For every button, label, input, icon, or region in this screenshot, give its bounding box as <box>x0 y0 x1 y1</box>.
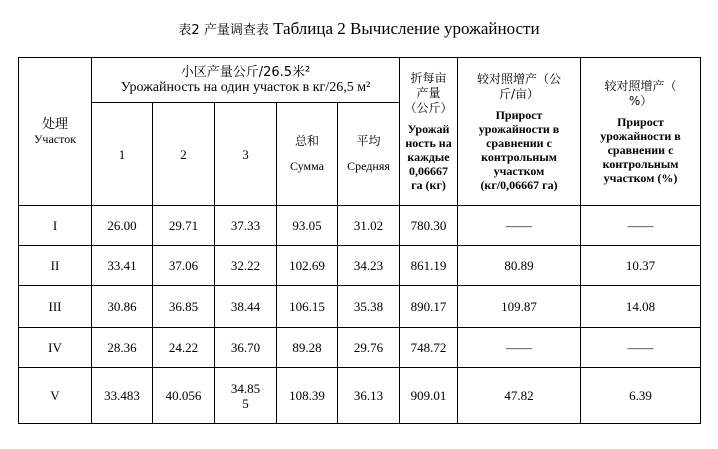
cell-rep-3: 38.44 <box>215 286 277 328</box>
header-increase-kg <box>458 58 581 206</box>
cell-per-mu: 890.17 <box>400 286 458 328</box>
header-increase-kg-ru-2: урожайности в <box>478 121 560 136</box>
header-increase-kg-ru-5: участком <box>493 163 545 178</box>
cell-sum: 89.28 <box>277 328 338 368</box>
header-treatment-cn: 处理 <box>41 116 68 132</box>
cell-rep-1: 28.36 <box>92 328 153 368</box>
cell-per-mu: 780.30 <box>400 206 458 246</box>
cell-rep-2: 24.22 <box>153 328 215 368</box>
table-row <box>19 368 701 424</box>
table-title-ru: Таблица 2 Вычисление урожайности <box>273 19 540 38</box>
header-rep-3: 3 <box>215 103 277 206</box>
table-row <box>19 206 701 246</box>
header-sum <box>277 103 338 206</box>
header-increase-pct-ru-4: контрольным <box>602 156 679 171</box>
table-title-cn: 表2 产量调查表 <box>178 23 269 38</box>
cell-per-mu: 748.72 <box>400 328 458 368</box>
header-increase-pct-ru-1: Прирост <box>617 114 664 129</box>
cell-rep-1: 30.86 <box>92 286 153 328</box>
cell-rep-3: 36.70 <box>215 328 277 368</box>
cell-rep-1: 33.41 <box>92 246 153 286</box>
cell-increase-kg: —— <box>458 206 581 246</box>
header-per-mu-ru-2: ность на <box>405 136 452 150</box>
row-label: IV <box>19 328 92 368</box>
row-label: II <box>19 246 92 286</box>
header-treatment <box>19 58 92 206</box>
yield-table <box>18 57 701 424</box>
header-plot-yield-cn: 小区产量公斤/26.5米² <box>180 65 311 80</box>
cell-sum: 102.69 <box>277 246 338 286</box>
cell-rep-2: 29.71 <box>153 206 215 246</box>
header-increase-pct-ru-2: урожайности в <box>600 128 681 143</box>
cell-increase-kg: 47.82 <box>458 368 581 424</box>
table-row <box>19 246 701 286</box>
header-increase-kg-cn-1: 较对照增产（公 <box>477 71 562 86</box>
header-increase-kg-cn-2: 斤/亩） <box>498 86 540 101</box>
cell-rep-3: 32.22 <box>215 246 277 286</box>
cell-rep-3-line-1: 34.85 <box>230 380 261 396</box>
table-row <box>19 328 701 368</box>
cell-sum: 108.39 <box>277 368 338 424</box>
cell-rep-3-line-2: 5 <box>242 395 249 411</box>
header-per-mu-ru-3: каждые <box>407 150 450 164</box>
cell-avg: 35.38 <box>338 286 400 328</box>
header-avg <box>338 103 400 206</box>
cell-sum: 93.05 <box>277 206 338 246</box>
cell-increase-pct: 6.39 <box>581 368 701 424</box>
cell-rep-2: 40.056 <box>153 368 215 424</box>
header-increase-kg-ru-6: (кг/0,06667 га) <box>480 177 558 192</box>
cell-avg: 34.23 <box>338 246 400 286</box>
cell-rep-3 <box>215 368 277 424</box>
cell-avg: 31.02 <box>338 206 400 246</box>
cell-rep-2: 37.06 <box>153 246 215 286</box>
table-row <box>19 286 701 328</box>
cell-increase-pct: —— <box>581 206 701 246</box>
header-plot-yield <box>92 58 400 103</box>
cell-per-mu: 909.01 <box>400 368 458 424</box>
header-sum-cn: 总和 <box>294 134 319 148</box>
header-treatment-ru: Участок <box>33 131 77 146</box>
row-label: V <box>19 368 92 424</box>
header-per-mu-cn-3: （公斤） <box>404 101 453 115</box>
header-increase-pct <box>581 58 701 206</box>
header-per-mu-ru-4: 0,06667 <box>409 164 449 178</box>
cell-increase-kg: 80.89 <box>458 246 581 286</box>
header-increase-kg-ru-4: контрольным <box>481 149 557 164</box>
header-rep-2: 2 <box>153 103 215 206</box>
header-increase-kg-ru-3: сравнении с <box>486 135 552 150</box>
header-increase-pct-ru-5: участком (%) <box>603 170 678 185</box>
cell-sum: 106.15 <box>277 286 338 328</box>
header-per-mu-cn-1: 折每亩 <box>410 71 447 85</box>
header-per-mu <box>400 58 458 206</box>
row-label: III <box>19 286 92 328</box>
header-increase-pct-cn-2: %） <box>628 93 653 108</box>
header-per-mu-ru-5: га (кг) <box>411 178 446 192</box>
cell-rep-2: 36.85 <box>153 286 215 328</box>
cell-per-mu: 861.19 <box>400 246 458 286</box>
cell-increase-kg: 109.87 <box>458 286 581 328</box>
cell-avg: 36.13 <box>338 368 400 424</box>
cell-increase-pct: 14.08 <box>581 286 701 328</box>
cell-rep-1: 33.483 <box>92 368 153 424</box>
header-increase-pct-ru-3: сравнении с <box>607 142 674 157</box>
cell-increase-kg: —— <box>458 328 581 368</box>
cell-rep-3: 37.33 <box>215 206 277 246</box>
header-sum-ru: Сумма <box>290 159 324 173</box>
header-plot-yield-ru: Урожайность на один участок в кг/26,5 м² <box>120 80 371 95</box>
header-increase-kg-ru-1: Прирост <box>495 107 543 122</box>
cell-increase-pct: —— <box>581 328 701 368</box>
header-increase-pct-cn-1: 较对照增产（ <box>604 78 677 93</box>
header-per-mu-cn-2: 产量 <box>416 86 441 100</box>
table-title <box>0 18 718 42</box>
row-label: I <box>19 206 92 246</box>
header-rep-1: 1 <box>92 103 153 206</box>
cell-rep-1: 26.00 <box>92 206 153 246</box>
cell-increase-pct: 10.37 <box>581 246 701 286</box>
header-row-top <box>19 58 701 103</box>
header-avg-cn: 平均 <box>356 134 381 148</box>
header-avg-ru: Средняя <box>347 159 390 173</box>
cell-avg: 29.76 <box>338 328 400 368</box>
header-per-mu-ru-1: Урожай <box>407 122 450 136</box>
